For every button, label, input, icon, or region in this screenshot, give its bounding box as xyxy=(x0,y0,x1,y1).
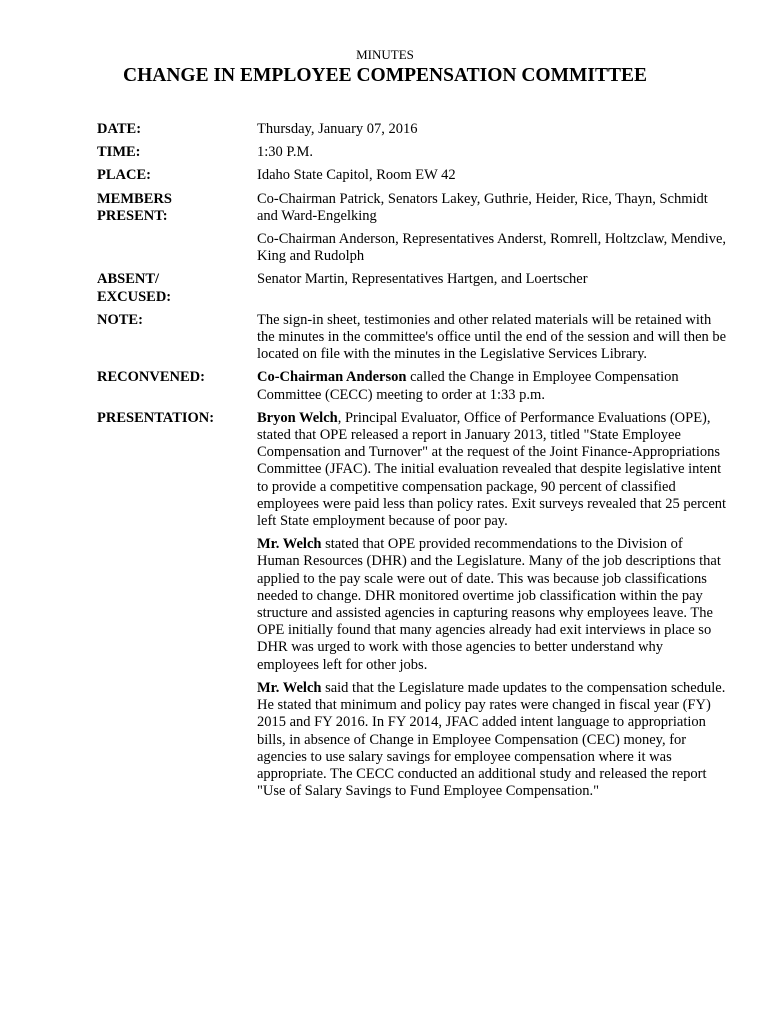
presentation-p3-speaker: Mr. Welch xyxy=(257,679,322,696)
document-title: CHANGE IN EMPLOYEE COMPENSATION COMMITTEE xyxy=(122,65,647,86)
note-label: NOTE: xyxy=(97,311,143,328)
time-label: TIME: xyxy=(97,144,141,161)
row-absent-excused xyxy=(97,271,727,305)
date-label: DATE: xyxy=(97,121,142,137)
presentation-p1-text: , Principal Evaluator, Office of Performance Evaluations (OPE), stated that OPE released a report in January 2013, titled "State Employee Compensation and Turnover" at the request of the Joint Finance-Appropriations Committee (JFAC). The initial evaluation revealed that despite legislative intent to provide a competitive compensation package, 90 percent of classified employees were paid less than policy rates. Exit surveys revealed that 25 percent left State employment because of poor pay. xyxy=(257,409,727,530)
members-senators: Co-Chairman Patrick, Senators Lakey, Guthrie, Heider, Rice, Thayn, Schmidt and Ward-Engelking xyxy=(257,190,708,224)
row-date xyxy=(97,121,727,138)
absent-excused-label: ABSENT/ EXCUSED: xyxy=(97,271,172,305)
row-reconvened xyxy=(97,369,727,403)
reconvened-text: called the Change in Employee Compensation Committee (CECC) meeting to order at 1:33 p.m. xyxy=(257,369,679,403)
presentation-paragraph xyxy=(257,680,727,800)
presentation-p2-speaker: Mr. Welch xyxy=(257,536,322,553)
presentation-paragraph xyxy=(257,410,727,530)
members-present-value xyxy=(257,191,727,266)
time-value: 1:30 P.M. xyxy=(257,144,314,161)
date-value: Thursday, January 07, 2016 xyxy=(257,121,418,137)
place-label: PLACE: xyxy=(97,167,151,184)
presentation-paragraph xyxy=(257,536,727,674)
minutes-body xyxy=(97,121,727,806)
presentation-label: PRESENTATION: xyxy=(97,409,215,426)
presentation-p2-text: stated that OPE provided recommendations to the Division of Human Resources (DHR) and the Legislature. Many of the job descriptions that applied to the pay scale were out of date. This was because job classifications needed to change. DHR monitored overtime job classification within the pay structure and assisted agencies in capturing reasons why employees leave. The OPE initially found that many agencies already had exit interviews in place so DHR was urged to work with those agencies to better understand why employees left for other jobs. xyxy=(257,536,721,673)
presentation-p1-speaker: Bryon Welch xyxy=(257,409,338,426)
reconvened-speaker: Co-Chairman Anderson xyxy=(257,369,407,386)
reconvened-label: RECONVENED: xyxy=(97,369,205,386)
row-place xyxy=(97,167,727,184)
members-present-label: MEMBERS PRESENT: xyxy=(97,190,172,224)
row-time xyxy=(97,144,727,161)
absent-excused-value: Senator Martin, Representatives Hartgen, and Loertscher xyxy=(257,271,588,288)
note-value: The sign-in sheet, testimonies and other related materials will be retained with the minutes in the committee's office until the end of the session and will then be located on file with the minutes in the Legislative Services Library. xyxy=(257,311,727,363)
document-kicker: MINUTES xyxy=(356,47,414,62)
row-members-present xyxy=(97,191,727,266)
row-presentation xyxy=(97,410,727,800)
members-representatives: Co-Chairman Anderson, Representatives Anderst, Romrell, Holtzclaw, Mendive, King and Rudolph xyxy=(257,231,726,265)
presentation-value xyxy=(257,410,727,800)
row-note xyxy=(97,312,727,364)
presentation-p3-text: said that the Legislature made updates to the compensation schedule. He stated that minimum and policy pay rates were changed in fiscal year (FY) 2015 and FY 2016. In FY 2014, JFAC added intent language to appropriation bills, in absence of Change in Employee Compensation (CEC) money, for agencies to use salary savings for employee compensation where it was appropriate. The CECC conducted an additional study and released the report "Use of Salary Savings to Fund Employee Compensation." xyxy=(257,679,726,800)
place-value: Idaho State Capitol, Room EW 42 xyxy=(257,167,456,184)
reconvened-value xyxy=(257,369,727,403)
